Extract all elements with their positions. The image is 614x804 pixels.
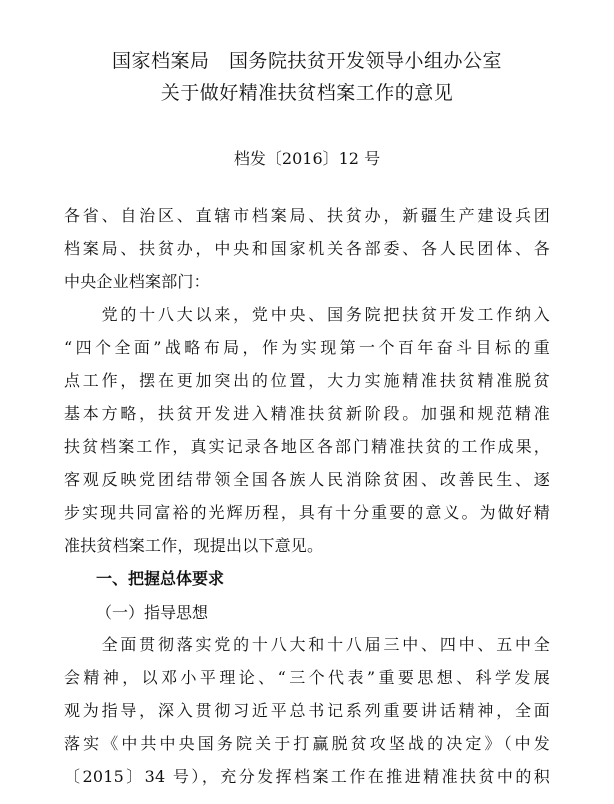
section-heading: 一、把握总体要求 — [96, 569, 225, 588]
paragraph-line: 步实现共同富裕的光辉历程，具有十分重要的意义。为做好精 — [64, 503, 550, 522]
paragraph-line: 观为指导，深入贯彻习近平总书记系列重要讲话精神，全面 — [64, 701, 550, 720]
paragraph-line: 基本方略，扶贫开发进入精准扶贫新阶段。加强和规范精准 — [64, 404, 550, 423]
paragraph-line: 落实《中共中央国务院关于打赢脱贫攻坚战的决定》（中发 — [64, 734, 550, 753]
paragraph-line: 全面贯彻落实党的十八大和十八届三中、四中、五中全 — [64, 635, 550, 654]
paragraph-line: 〔2015〕34 号），充分发挥档案工作在推进精准扶贫中的积 — [64, 767, 550, 786]
paragraph-line: 扶贫档案工作，真实记录各地区各部门精准扶贫的工作成果， — [64, 437, 550, 456]
document-title-line-1: 国家档案局 国务院扶贫开发领导小组办公室 — [111, 50, 502, 72]
paragraph-line: 党的十八大以来，党中央、国务院把扶贫开发工作纳入 — [64, 305, 550, 324]
paragraph-line: 点工作，摆在更加突出的位置，大力实施精准扶贫精准脱贫 — [64, 371, 550, 390]
paragraph-line: 会精神，以邓小平理论、“三个代表”重要思想、科学发展 — [64, 668, 550, 687]
address-line: 中央企业档案部门： — [64, 272, 210, 291]
subsection-heading: （一）指导思想 — [96, 603, 209, 622]
document-number: 档发〔2016〕12 号 — [233, 149, 381, 168]
address-line: 档案局、扶贫办，中央和国家机关各部委、各人民团体、各 — [64, 239, 550, 258]
paragraph-line: 准扶贫档案工作，现提出以下意见。 — [64, 536, 324, 555]
address-line: 各省、自治区、直辖市档案局、扶贫办，新疆生产建设兵团 — [64, 206, 550, 225]
document-title-line-2: 关于做好精准扶贫档案工作的意见 — [160, 82, 454, 104]
paragraph-line: 客观反映党团结带领全国各族人民消除贫困、改善民生、逐 — [64, 470, 550, 489]
paragraph-line: “四个全面”战略布局，作为实现第一个百年奋斗目标的重 — [64, 338, 550, 357]
